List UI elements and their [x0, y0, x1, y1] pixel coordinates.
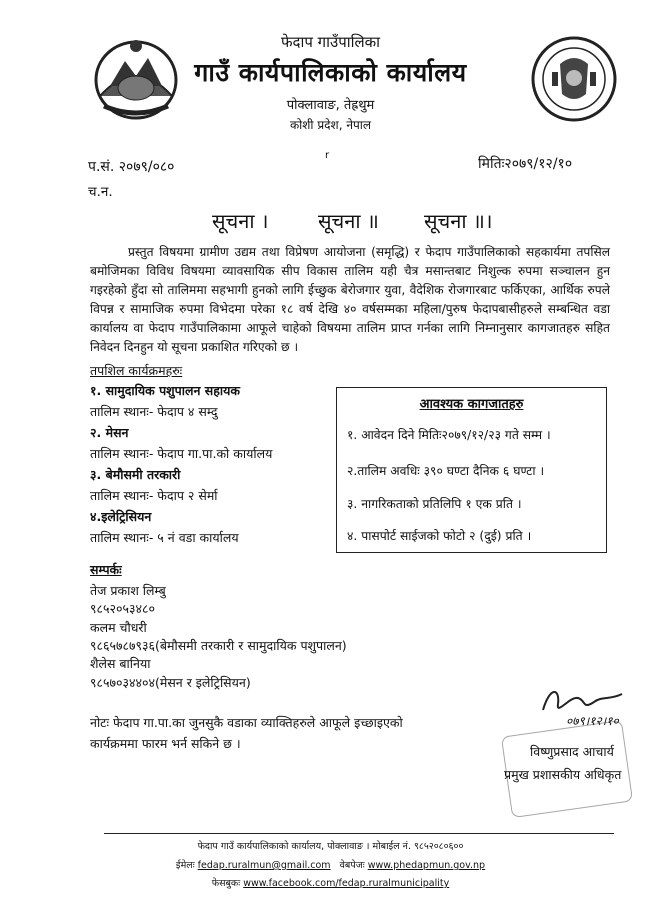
program-item-name: १. सामुदायिक पशुपालन सहायक — [90, 383, 240, 398]
contact-line: तेज प्रकाश लिम्बु — [90, 583, 166, 598]
program-item-place: तालिम स्थानः- फेदाप ४ सम्दु — [90, 404, 218, 419]
letter-date: मितिः२०७९/१२/१० — [478, 156, 573, 172]
note-line-2: कार्यक्रममा फारम भर्न सकिने छ । — [90, 736, 241, 751]
contact-heading: सम्पर्कः — [90, 562, 122, 577]
notice-paragraph: प्रस्तुत विषयमा ग्रामीण उद्यम तथा विप्रेषण आयोजना (समृद्धि) र फेदाप गाउँपालिकाको सहकार्यमा तपसिल बमोजिमका विविध विषयमा व्यावसायिक सीप विकास तालिम यही चैत्र मसान्तबाट निशुल्क रुपमा सञ्चालन हुन गइरहेको हुँदा सो तालिममा सहभागी हुनको लागि ईच्छुक बेरोजगार युवा, वैदेशिक रोजगारबाट फर्किएका, आर्थिक रुपले विपन्न र सामाजिक रुपमा विभेदमा परेका १८ वर्ष देखि ४० वर्षसम्मका महिला/पुरुष फेदापबासीहरुले सम्बन्धित वडा कार्यालय वा फेदाप गाउँपालिकामा आफूले चाहेको विषयमा तालिम प्राप्त गर्नका लागि निम्नानुसार कागजातहरु सहित निवेदन दिनहुन यो सूचना प्रकाशित गरिएको छ । — [90, 245, 610, 354]
program-item-name: २. मेसन — [90, 425, 129, 440]
web-label: वेबपेजः — [339, 860, 365, 871]
header-municipality-name: फेदाप गाउँपालिका — [280, 33, 381, 51]
chalani-number: च.न. — [88, 184, 113, 200]
footer-contacts — [0, 858, 661, 871]
document-item: ४. पासपोर्ट साईजको फोटो २ (दुई) प्रति । — [347, 529, 532, 543]
program-item-name: ४.इलेट्रिसियन — [90, 509, 152, 524]
signatory-name: विष्णुप्रसाद आचार्य — [530, 744, 614, 759]
document-item: ३. नागरिकताको प्रतिलिपि १ एक प्रति । — [347, 497, 522, 511]
document-item: २.तालिम अवधिः ३९० घण्टा दैनिक ६ घण्टा । — [347, 464, 545, 478]
footer-address: फेदाप गाउँ कार्यपालिकाको कार्यालय, पोक्लावाङ । मोबाईल नं. ९८५२०८०६०० — [197, 841, 464, 852]
required-documents-box — [336, 387, 607, 553]
program-item-place: तालिम स्थानः- फेदाप २ सेर्मा — [90, 488, 218, 503]
programs-heading: तपशिल कार्यक्रमहरुः — [90, 363, 183, 378]
header-province: कोशी प्रदेश, नेपाल — [289, 118, 372, 132]
notice-word-2: सूचना ॥ — [318, 209, 379, 233]
program-item-place: तालिम स्थानः- ५ नं वडा कार्यालय — [90, 530, 239, 545]
contact-line: शैलेस बानिया — [90, 656, 151, 671]
contact-line: ९८५७०३४४०४(मेसन र इलेट्रिसियन) — [90, 675, 251, 690]
signatory-role: प्रमुख प्रशासकीय अधिकृत — [504, 767, 622, 782]
contact-line: ९८५२०५३४८० — [90, 601, 156, 616]
document-item: १. आवेदन दिने मितिः२०७९/१२/२३ गते सम्म । — [347, 428, 551, 442]
footer-facebook — [0, 876, 661, 889]
facebook-link[interactable]: www.facebook.com/fedap.ruralmunicipality — [243, 878, 450, 889]
contact-line: ९८६५७८७९३६(बेमौसमी तरकारी र सामुदायिक पशुपालन) — [90, 638, 347, 653]
signature-date: ०७९।१२।१० — [566, 714, 619, 728]
header-office-title: गाउँ कार्यपालिकाको कार्यालय — [194, 58, 467, 87]
program-item-name: ३. बेमौसमी तरकारी — [90, 467, 181, 482]
reference-number: प.सं. २०७९/०८० — [88, 159, 175, 175]
program-item-place: तालिम स्थानः- फेदाप गा.पा.को कार्यालय — [90, 446, 273, 461]
email-label: ईमेलः — [175, 860, 195, 871]
email-link[interactable]: fedap.ruralmun@gmail.com — [197, 860, 331, 871]
small-mark: r — [325, 150, 330, 161]
header-address: पोक्लावाङ, तेह्रथुम — [286, 98, 375, 113]
notice-word-3: सूचना ॥। — [424, 209, 493, 233]
notice-word-1: सूचना । — [212, 209, 269, 233]
documents-heading: आवश्यक कागजातहरु — [419, 397, 524, 412]
footer-divider — [104, 833, 614, 834]
website-link[interactable]: www.phedapmun.gov.np — [367, 860, 486, 871]
contact-line: कलम चौधरी — [90, 620, 147, 635]
note-line-1: नोटः फेदाप गा.पा.का जुनसुकै वडाका व्याक्तिहरुले आफूले इच्छाइएको — [90, 715, 403, 730]
facebook-label: फेसबुकः — [211, 878, 241, 889]
